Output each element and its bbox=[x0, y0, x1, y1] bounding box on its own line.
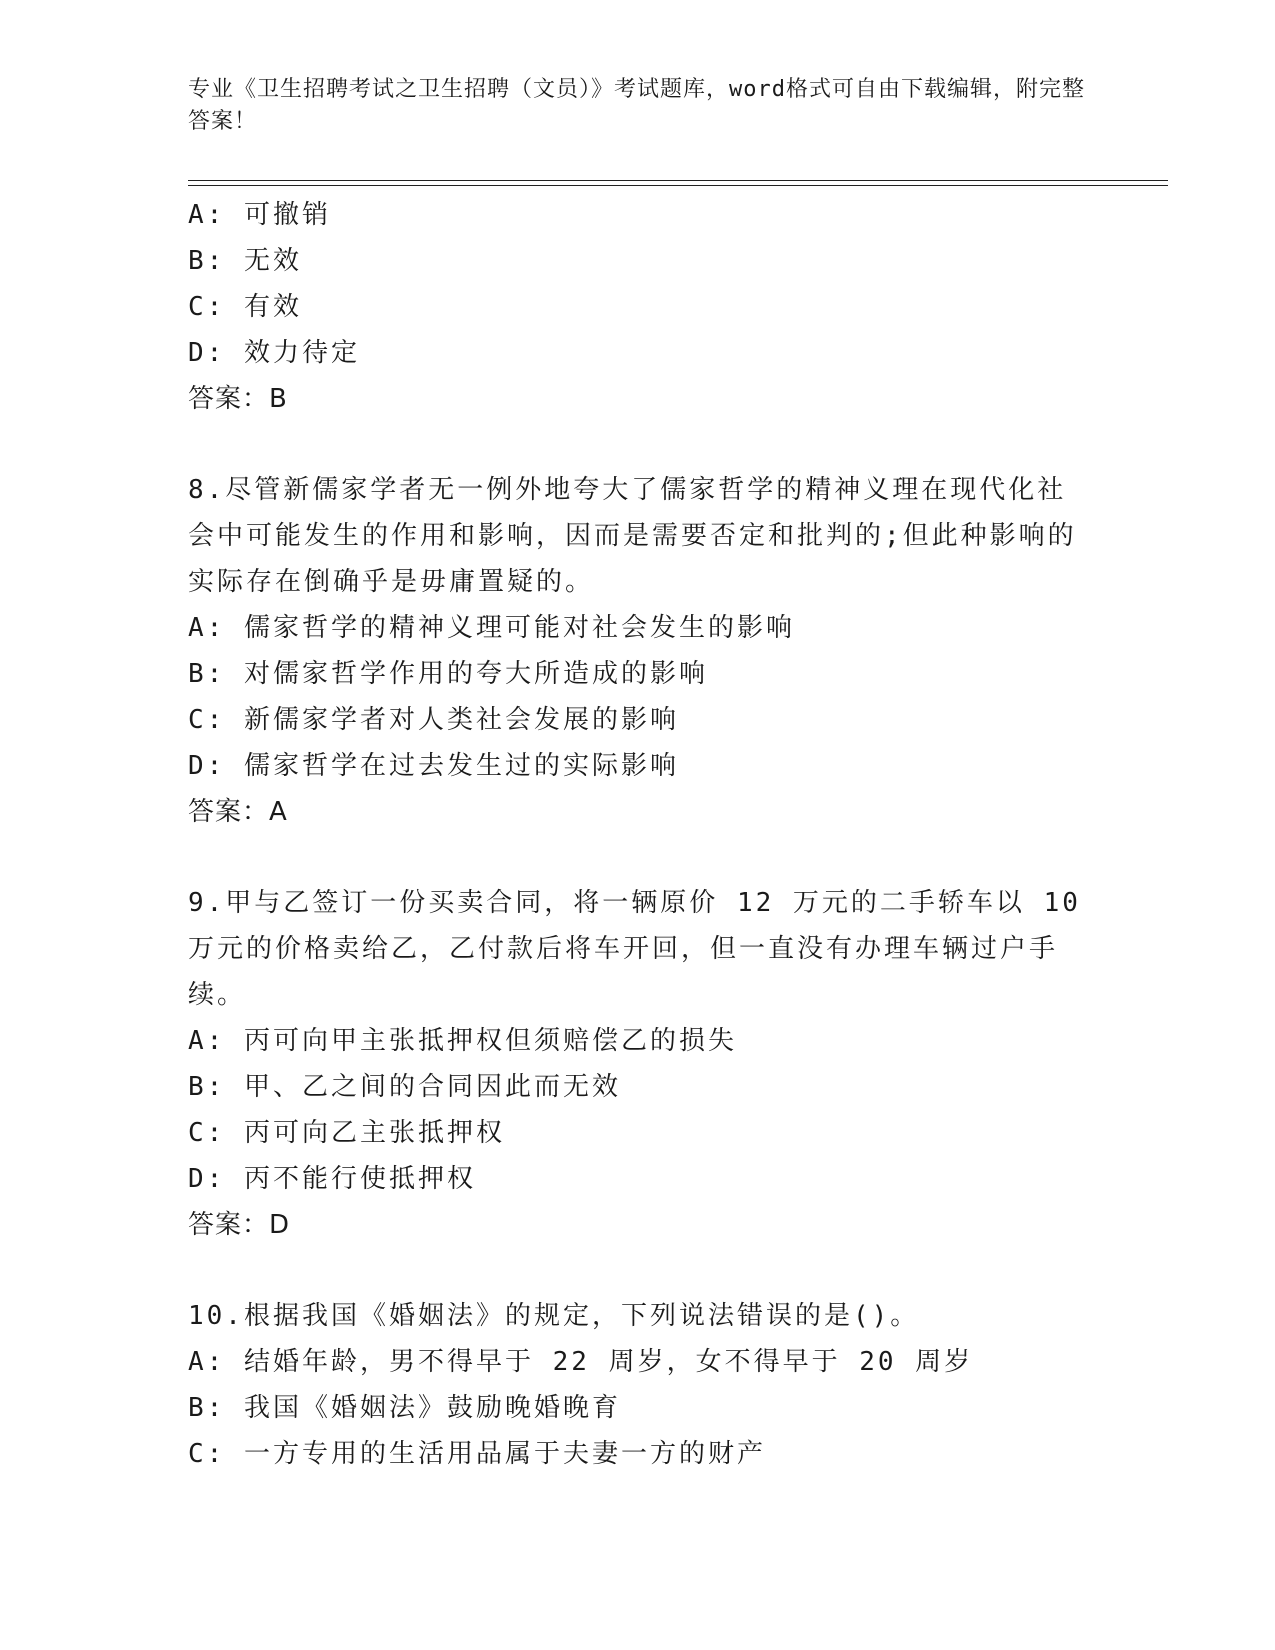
question-stem: 8.尽管新儒家学者无一例外地夸大了儒家哲学的精神义理在现代化社会中可能发生的作用和影响，因而是需要否定和批判的;但此种影响的实际存在倒确乎是毋庸置疑的。 bbox=[188, 475, 1077, 597]
option-c: C: 一方专用的生活用品属于夫妻一方的财产 bbox=[188, 1439, 766, 1469]
option-b: B: 我国《婚姻法》鼓励晚婚晚育 bbox=[188, 1393, 621, 1423]
answer: 答案：B bbox=[188, 384, 288, 414]
header-divider bbox=[188, 180, 1168, 186]
question-stem: 10.根据我国《婚姻法》的规定，下列说法错误的是()。 bbox=[188, 1301, 920, 1331]
answer: 答案：A bbox=[188, 797, 288, 827]
question-list bbox=[188, 192, 1088, 1477]
spacer bbox=[188, 1248, 1088, 1293]
option-a: A: 儒家哲学的精神义理可能对社会发生的影响 bbox=[188, 613, 795, 643]
question-stem: 9.甲与乙签订一份买卖合同，将一辆原价 12 万元的二手轿车以 10 万元的价格卖给乙，乙付款后将车开回，但一直没有办理车辆过户手续。 bbox=[188, 888, 1081, 1010]
option-a: A: 可撤销 bbox=[188, 200, 331, 230]
option-b: B: 无效 bbox=[188, 246, 302, 276]
spacer bbox=[188, 835, 1088, 880]
question-7 bbox=[188, 192, 1088, 422]
option-d: D: 儒家哲学在过去发生过的实际影响 bbox=[188, 751, 679, 781]
option-b: B: 甲、乙之间的合同因此而无效 bbox=[188, 1072, 621, 1102]
option-d: D: 效力待定 bbox=[188, 338, 360, 368]
option-a: A: 丙可向甲主张抵押权但须赔偿乙的损失 bbox=[188, 1026, 737, 1056]
option-d: D: 丙不能行使抵押权 bbox=[188, 1164, 476, 1194]
option-c: C: 新儒家学者对人类社会发展的影响 bbox=[188, 705, 679, 735]
answer: 答案：D bbox=[188, 1210, 291, 1240]
option-c: C: 有效 bbox=[188, 292, 302, 322]
document-header: 专业《卫生招聘考试之卫生招聘（文员）》考试题库，word格式可自由下载编辑，附完整答案！ bbox=[188, 77, 1085, 134]
question-10 bbox=[188, 1293, 1088, 1477]
option-a: A: 结婚年龄，男不得早于 22 周岁，女不得早于 20 周岁 bbox=[188, 1347, 974, 1377]
option-c: C: 丙可向乙主张抵押权 bbox=[188, 1118, 505, 1148]
question-8 bbox=[188, 467, 1088, 835]
question-9 bbox=[188, 880, 1088, 1248]
spacer bbox=[188, 422, 1088, 467]
option-b: B: 对儒家哲学作用的夸大所造成的影响 bbox=[188, 659, 708, 689]
